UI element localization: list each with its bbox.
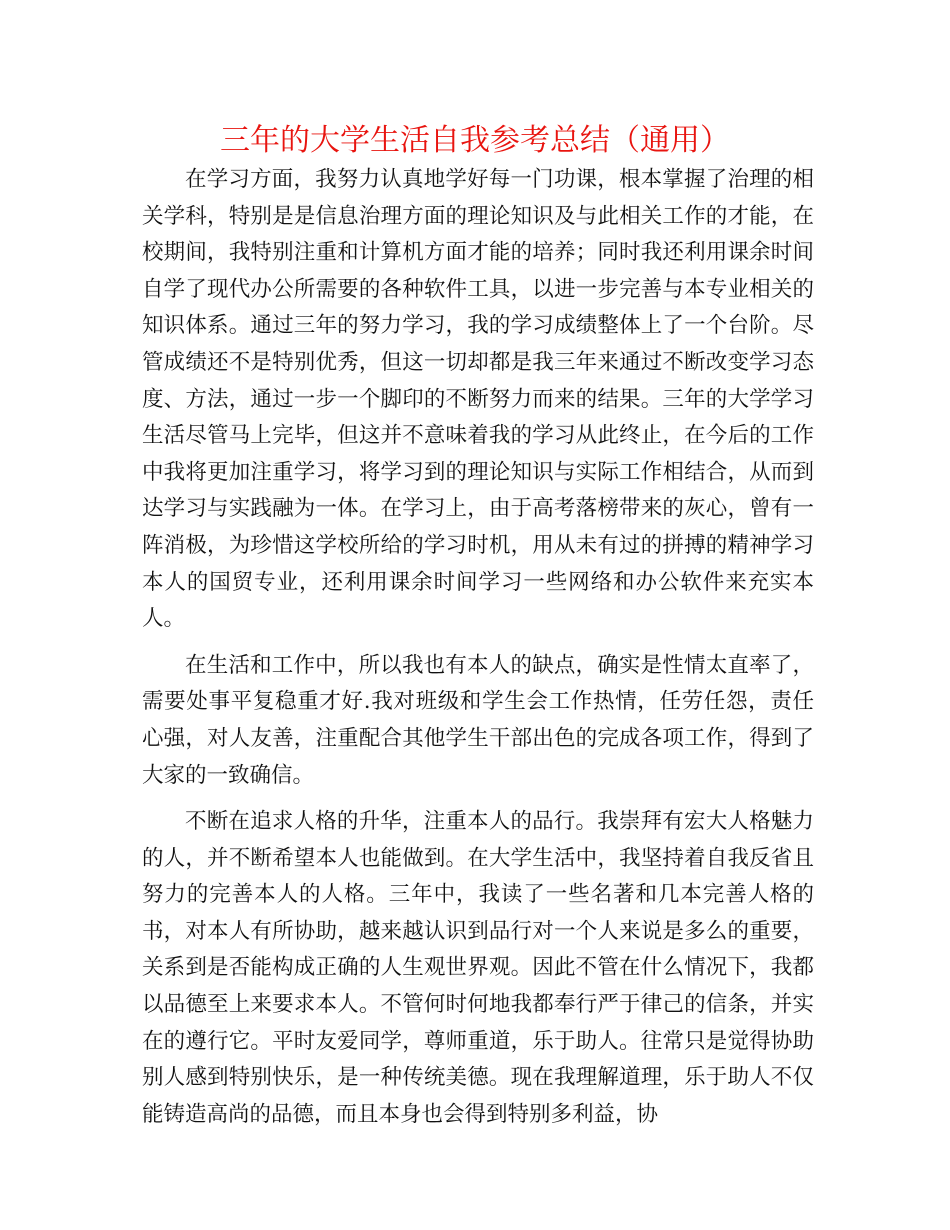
paragraph-study: 在学习方面，我努力认真地学好每一门功课，根本掌握了治理的相关学科，特别是是信息治理方面的理论知识及与此相关工作的才能，在校期间，我特别注重和计算机方面才能的培养；同时我还利用课余时间自学了现代办公所需要的各种软件工具，以进一步完善与本专业相关的知识体系。通过三年的努力学习，我的学习成绩整体上了一个台阶。尽管成绩还不是特别优秀，但这一切却都是我三年来通过不断改变学习态度、方法，通过一步一个脚印的不断努力而来的结果。三年的大学学习生活尽管马上完毕，但这并不意味着我的学习从此终止，在今后的工作中我将更加注重学习，将学习到的理论知识与实际工作相结合，从而到达学习与实践融为一体。在学习上，由于高考落榜带来的灰心，曾有一阵消极，为珍惜这学校所给的学习时机，用从未有过的拼搏的精神学习本人的国贸专业，还利用课余时间学习一些网络和办公软件来充实本人。	[142, 167, 814, 632]
document-body	[142, 162, 814, 1133]
document-title: 三年的大学生活自我参考总结（通用）	[220, 123, 730, 158]
paragraph-life-work: 在生活和工作中，所以我也有本人的缺点，确实是性情太直率了，需要处事平复稳重才好.我对班级和学生会工作热情，任劳任怨，责任心强，对人友善，注重配合其他学生干部出色的完成各项工作，得到了大家的一致确信。	[142, 652, 814, 788]
paragraph-character: 不断在追求人格的升华，注重本人的品行。我崇拜有宏大人格魅力的人，并不断希望本人也能做到。在大学生活中，我坚持着自我反省且努力的完善本人的人格。三年中，我读了一些名著和几本完善人格的书，对本人有所协助，越来越认识到品行对一个人来说是多么的重要，关系到是否能构成正确的人生观世界观。因此不管在什么情况下，我都以品德至上来要求本人。不管何时何地我都奉行严于律己的信条，并实在的遵行它。平时友爱同学，尊师重道，乐于助人。往常只是觉得协助别人感到特别快乐，是一种传统美德。现在我理解道理，乐于助人不仅能铸造高尚的品德，而且本身也会得到特别多利益，协	[142, 809, 814, 1127]
